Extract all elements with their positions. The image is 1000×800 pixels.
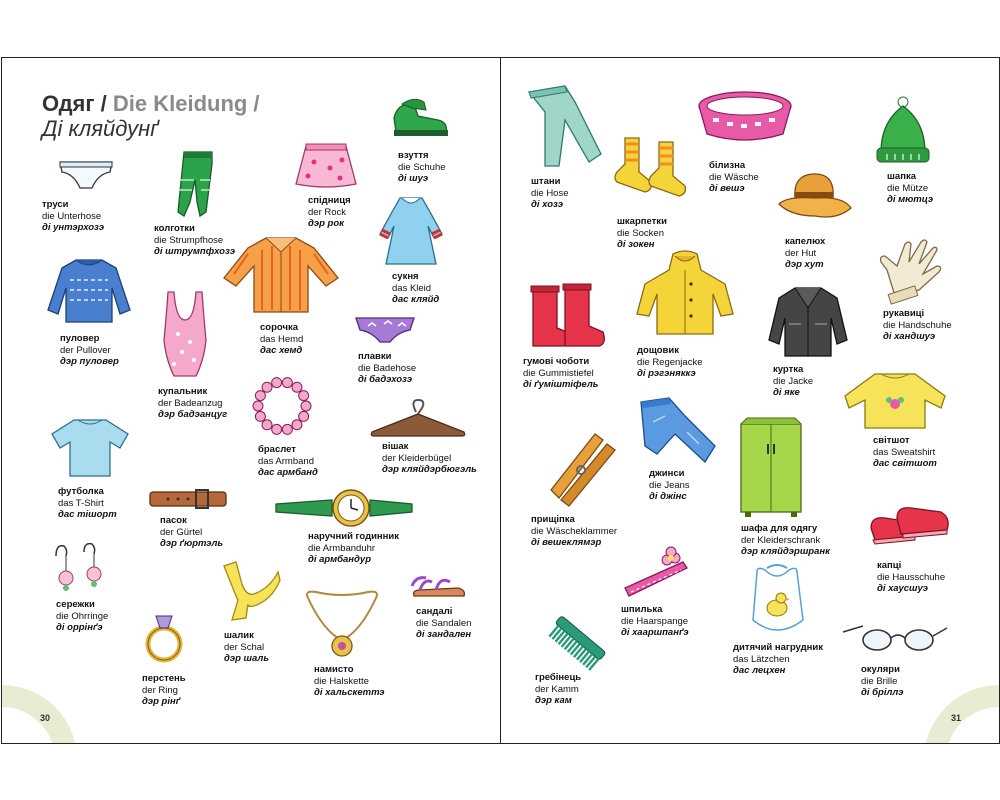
- jeans-uk: джинси: [649, 468, 685, 479]
- rubber-boots-icon: [527, 284, 609, 350]
- laundry-uk: білизна: [709, 160, 746, 171]
- title-ukrainian: Одяг /: [42, 91, 113, 116]
- wardrobe-de: der Kleiderschrank: [741, 534, 821, 546]
- hat-icon: [777, 168, 853, 228]
- tshirt-label: [58, 486, 117, 521]
- earrings-de: die Ohrringe: [56, 610, 109, 622]
- skirt-item: [292, 142, 360, 190]
- sandals-label: [416, 606, 471, 641]
- laundry-basket-icon: [695, 88, 795, 144]
- swimsuit-de: der Badeanzug: [158, 397, 223, 409]
- left-page: [1, 57, 501, 744]
- bracelet-icon: [250, 374, 314, 438]
- raincoat-icon: [635, 250, 735, 338]
- hat-label: [785, 236, 825, 271]
- underpants-de: die Unterhose: [42, 210, 102, 222]
- ring-label: [142, 673, 186, 708]
- belt-icon: [148, 488, 228, 510]
- raincoat-uk: дощовик: [637, 345, 679, 356]
- bracelet-item: [250, 374, 314, 438]
- cap-item: [873, 96, 931, 168]
- shirt-uk: сорочка: [260, 322, 299, 333]
- jeans-tr: ді джінс: [649, 491, 687, 503]
- underpants-uk: труси: [42, 199, 69, 210]
- pullover-icon: [46, 256, 132, 326]
- slippers-label: [877, 560, 945, 595]
- hanger-icon: [368, 398, 468, 438]
- glasses-de: die Brille: [861, 675, 898, 687]
- skirt-label: [308, 195, 351, 230]
- tights-de: die Strumpfhose: [154, 234, 224, 246]
- hat-item: [777, 168, 853, 228]
- hair-clip-icon: [621, 548, 691, 600]
- necklace-tr: ді хальскеттэ: [314, 687, 385, 699]
- earrings-uk: сережки: [56, 599, 95, 610]
- shoes-label: [398, 150, 446, 185]
- pullover-item: [46, 256, 132, 326]
- skirt-icon: [292, 142, 360, 190]
- left-corner-ring: [1, 685, 77, 744]
- hairclip-uk: шпилька: [621, 604, 663, 615]
- socks-label: [617, 216, 667, 251]
- slippers-item: [867, 498, 957, 558]
- clothespin-de: die Wäscheklammer: [531, 525, 618, 537]
- laundry-tr: ді вешэ: [709, 183, 745, 195]
- comb-icon: [543, 606, 613, 676]
- shoes-de: die Schuhe: [398, 161, 446, 173]
- page-number-right: 31: [950, 713, 961, 723]
- sweatshirt-item: [841, 370, 949, 432]
- swimsuit-icon: [160, 290, 210, 380]
- slippers-tr: ді хаусшуэ: [877, 583, 929, 595]
- glasses-tr: ді бріллэ: [861, 687, 904, 699]
- bracelet-tr: дас армбанд: [258, 467, 318, 479]
- pullover-uk: пуловер: [60, 333, 100, 344]
- gloves-de: die Handschuhe: [883, 319, 952, 331]
- shoes-icon: [390, 96, 452, 142]
- tshirt-tr: дас тішорт: [58, 509, 117, 521]
- clothespin-icon: [541, 428, 619, 504]
- tights-item: [170, 150, 224, 220]
- gloves-label: [883, 308, 952, 343]
- glasses-uk: окуляри: [861, 664, 900, 675]
- hanger-tr: дэр кляйдэрбюгэль: [382, 464, 477, 476]
- pullover-de: der Pullover: [60, 344, 111, 356]
- bib-icon: [747, 564, 809, 636]
- sweatshirt-tr: дас світшот: [873, 458, 937, 470]
- tights-tr: ді штрумпфхозэ: [154, 246, 236, 258]
- bib-label: [733, 642, 823, 677]
- swimsuit-uk: купальник: [158, 386, 208, 397]
- gloves-item: [875, 236, 959, 302]
- rubberboots-item: [527, 284, 609, 350]
- wristwatch-icon: [274, 488, 414, 528]
- hanger-item: [368, 398, 468, 438]
- bracelet-uk: браслет: [258, 444, 296, 455]
- tights-uk: колготки: [154, 223, 195, 234]
- dress-label: [392, 271, 439, 306]
- necklace-icon: [302, 588, 382, 658]
- scarf-item: [218, 560, 282, 622]
- trousers-de: die Hose: [531, 187, 569, 199]
- title-transliteration: Ді кляйдунґ: [42, 115, 158, 141]
- comb-tr: дэр кам: [535, 695, 572, 707]
- sandals-tr: ді зандален: [416, 629, 472, 641]
- dress-tr: дас кляйд: [392, 294, 440, 306]
- shirt-icon: [222, 234, 340, 314]
- rubberboots-tr: ді ґуміштіфель: [523, 379, 599, 391]
- slippers-icon: [867, 498, 957, 558]
- glasses-label: [861, 664, 904, 699]
- beanie-icon: [873, 96, 931, 168]
- necklace-uk: намисто: [314, 664, 354, 675]
- trousers-tr: ді хозэ: [531, 199, 564, 211]
- shirt-item: [222, 234, 340, 314]
- hat-tr: дэр хут: [785, 259, 824, 271]
- hairclip-de: die Haarspange: [621, 615, 689, 627]
- pullover-label: [60, 333, 119, 368]
- gloves-icon: [875, 236, 959, 302]
- swimtrunks-uk: плавки: [358, 351, 392, 362]
- slippers-de: die Hausschuhe: [877, 571, 946, 583]
- belt-label: [160, 515, 223, 550]
- scarf-tr: дэр шаль: [224, 653, 269, 665]
- tshirt-de: das T-Shirt: [58, 497, 104, 509]
- slippers-uk: капці: [877, 560, 902, 571]
- underpants-label: [42, 199, 104, 234]
- wardrobe-label: [741, 523, 830, 558]
- hanger-uk: вішак: [382, 441, 409, 452]
- hat-uk: капелюх: [785, 236, 826, 247]
- jeans-item: [635, 396, 717, 466]
- belt-de: der Gürtel: [160, 526, 203, 538]
- jacket-icon: [767, 284, 849, 360]
- socks-icon: [607, 136, 693, 200]
- clothespin-uk: прищіпка: [531, 514, 575, 525]
- bracelet-de: das Armband: [258, 455, 314, 467]
- dress-de: das Kleid: [392, 282, 432, 294]
- earrings-item: [48, 542, 108, 594]
- hairclip-tr: ді хааршпанґэ: [621, 627, 689, 639]
- earrings-icon: [48, 542, 108, 594]
- wardrobe-item: [737, 414, 805, 518]
- sandals-item: [410, 568, 468, 602]
- swimsuit-label: [158, 386, 227, 421]
- clothespin-item: [541, 428, 619, 504]
- swimtrunks-tr: ді бадэхозэ: [358, 374, 413, 386]
- sandals-de: die Sandalen: [416, 617, 472, 629]
- underpants-item: [58, 158, 114, 190]
- shoes-tr: ді шуэ: [398, 173, 429, 185]
- laundry-label: [709, 160, 759, 195]
- belt-tr: дэр ґюртэль: [160, 538, 224, 550]
- comb-de: der Kamm: [535, 683, 579, 695]
- raincoat-item: [635, 250, 735, 338]
- trousers-icon: [525, 84, 605, 168]
- hairclip-label: [621, 604, 689, 639]
- bracelet-label: [258, 444, 318, 479]
- rubberboots-label: [523, 356, 598, 391]
- ring-icon: [142, 608, 186, 664]
- jacket-de: die Jacke: [773, 375, 814, 387]
- cap-uk: шапка: [887, 171, 916, 182]
- pullover-tr: дэр пуловер: [60, 356, 119, 368]
- laundry-item: [695, 88, 795, 144]
- ring-de: der Ring: [142, 684, 178, 696]
- sandals-uk: сандалі: [416, 606, 453, 617]
- skirt-de: der Rock: [308, 206, 347, 218]
- scarf-icon: [218, 560, 282, 622]
- swimsuit-tr: дэр бадэанцуг: [158, 409, 228, 421]
- bib-de: das Lätzchen: [733, 653, 790, 665]
- tights-icon: [170, 150, 224, 220]
- shoes-item: [390, 96, 452, 142]
- dress-item: [374, 194, 448, 268]
- wardrobe-uk: шафа для одягу: [741, 523, 818, 534]
- belt-uk: пасок: [160, 515, 187, 526]
- watch-label: [308, 531, 399, 566]
- belt-item: [148, 488, 228, 510]
- sweatshirt-de: das Sweatshirt: [873, 446, 936, 458]
- page-title: [42, 92, 260, 141]
- raincoat-label: [637, 345, 703, 380]
- ring-tr: дэр рінґ: [142, 696, 181, 708]
- socks-de: die Socken: [617, 227, 665, 239]
- watch-tr: ді армбандур: [308, 554, 372, 566]
- jeans-de: die Jeans: [649, 479, 690, 491]
- gloves-uk: рукавиці: [883, 308, 925, 319]
- wardrobe-tr: дэр кляйдэршранк: [741, 546, 830, 558]
- raincoat-tr: ді рэгэняккэ: [637, 368, 696, 380]
- jacket-uk: куртка: [773, 364, 804, 375]
- hanger-de: der Kleiderbügel: [382, 452, 452, 464]
- bib-uk: дитячий нагрудник: [733, 642, 823, 653]
- socks-item: [607, 136, 693, 200]
- underpants-icon: [58, 158, 114, 190]
- earrings-label: [56, 599, 108, 634]
- necklace-de: die Halskette: [314, 675, 369, 687]
- watch-uk: наручний годинник: [308, 531, 400, 542]
- glasses-item: [839, 618, 949, 660]
- gloves-tr: ді хандшуэ: [883, 331, 936, 343]
- page-number-left: 30: [40, 713, 51, 723]
- cap-de: die Mütze: [887, 182, 929, 194]
- swimtrunks-item: [354, 314, 416, 346]
- sandals-icon: [410, 568, 468, 602]
- rubberboots-de: die Gummistiefel: [523, 367, 594, 379]
- comb-uk: гребінець: [535, 672, 582, 683]
- socks-tr: ді зокен: [617, 239, 655, 251]
- trousers-uk: штани: [531, 176, 561, 187]
- skirt-uk: спідниця: [308, 195, 351, 206]
- dress-uk: сукня: [392, 271, 419, 282]
- watch-de: die Armbanduhr: [308, 542, 376, 554]
- jeans-icon: [635, 396, 717, 466]
- jacket-label: [773, 364, 813, 399]
- jacket-item: [767, 284, 849, 360]
- jeans-label: [649, 468, 690, 503]
- shirt-tr: дас хемд: [260, 345, 303, 357]
- swimtrunks-de: die Badehose: [358, 362, 417, 374]
- wardrobe-icon: [737, 414, 805, 518]
- swimtrunks-label: [358, 351, 416, 386]
- cap-tr: ді мютцэ: [887, 194, 934, 206]
- clothespin-tr: ді вешеклямэр: [531, 537, 602, 549]
- cap-label: [887, 171, 933, 206]
- dress-icon: [374, 194, 448, 268]
- swimsuit-item: [160, 290, 210, 380]
- jacket-tr: ді яке: [773, 387, 800, 399]
- shirt-label: [260, 322, 303, 357]
- sweatshirt-label: [873, 435, 937, 470]
- shirt-de: das Hemd: [260, 333, 304, 345]
- bib-tr: дас лецхен: [733, 665, 786, 677]
- comb-item: [543, 606, 613, 676]
- scarf-uk: шалик: [224, 630, 254, 641]
- watch-item: [274, 488, 414, 528]
- right-corner-ring: [924, 685, 1000, 744]
- hairclip-item: [621, 548, 691, 600]
- swim-trunks-icon: [354, 314, 416, 346]
- laundry-de: die Wäsche: [709, 171, 759, 183]
- underpants-tr: ді унтэрхозэ: [42, 222, 105, 234]
- sweatshirt-uk: світшот: [873, 435, 910, 446]
- earrings-tr: ді оррінґэ: [56, 622, 103, 634]
- scarf-label: [224, 630, 269, 665]
- trousers-label: [531, 176, 569, 211]
- right-page: [500, 57, 1000, 744]
- title-german: Die Kleidung /: [112, 91, 260, 116]
- glasses-icon: [839, 618, 949, 660]
- rubberboots-uk: гумові чоботи: [523, 356, 590, 367]
- raincoat-de: die Regenjacke: [637, 356, 703, 368]
- comb-label: [535, 672, 581, 707]
- bib-item: [747, 564, 809, 636]
- tshirt-item: [50, 416, 130, 480]
- necklace-item: [302, 588, 382, 658]
- clothespin-label: [531, 514, 617, 549]
- necklace-label: [314, 664, 385, 699]
- socks-uk: шкарпетки: [617, 216, 667, 227]
- tshirt-uk: футболка: [58, 486, 104, 497]
- tshirt-icon: [50, 416, 130, 480]
- hat-de: der Hut: [785, 247, 817, 259]
- hanger-label: [382, 441, 477, 476]
- sweatshirt-icon: [841, 370, 949, 432]
- shoes-uk: взуття: [398, 150, 429, 161]
- trousers-item: [525, 84, 605, 168]
- ring-uk: перстень: [142, 673, 186, 684]
- skirt-tr: дэр рок: [308, 218, 344, 230]
- scarf-de: der Schal: [224, 641, 265, 653]
- ring-item: [142, 608, 186, 664]
